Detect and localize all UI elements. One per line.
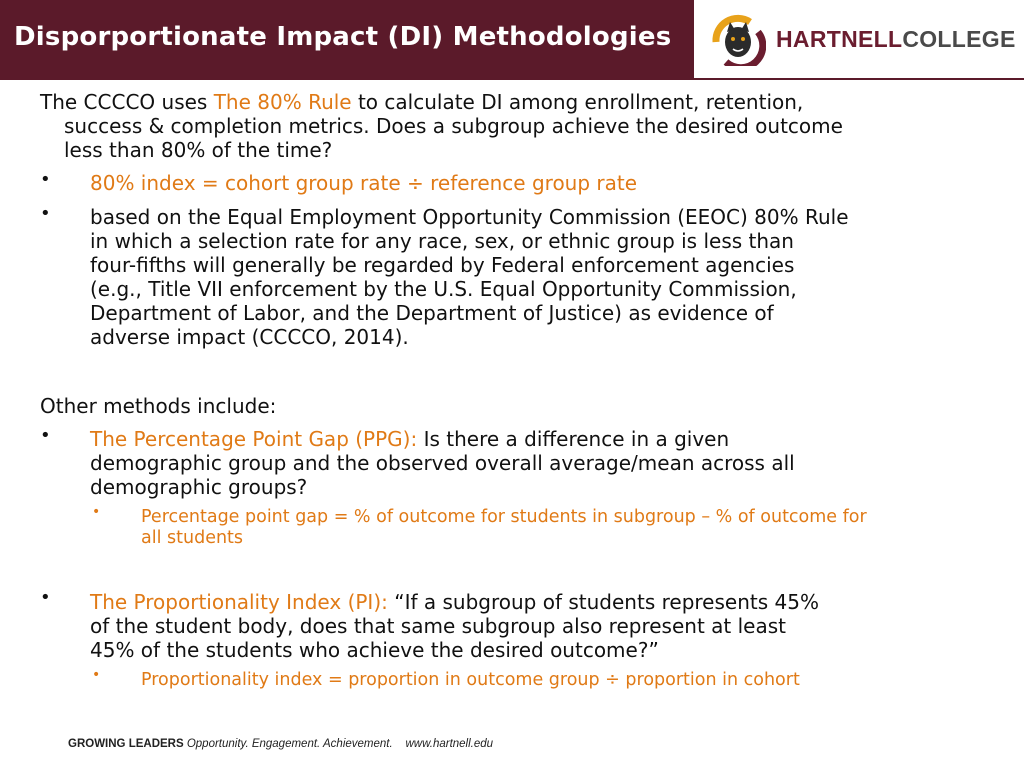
pi-line-3: 45% of the students who achieve the desired outcome?” <box>90 638 659 662</box>
eeoc-line: Department of Labor, and the Department of Justice) as evidence of <box>90 301 774 325</box>
eeoc-line: adverse impact (CCCCO, 2014). <box>90 325 409 349</box>
intro-line-1 <box>40 90 803 114</box>
intro-suffix: to calculate DI among enrollment, retention, <box>351 90 804 114</box>
ppg-formula-line-1: Percentage point gap = % of outcome for students in subgroup – % of outcome for <box>141 507 867 527</box>
bullet-dot: • <box>40 587 51 608</box>
footer-tagline: Opportunity. Engagement. Achievement. <box>186 738 393 750</box>
panther-mascot-icon <box>710 12 766 66</box>
sub-bullet-dot: • <box>92 504 101 520</box>
footer <box>68 738 493 750</box>
ppg-line-2: demographic group and the observed overall average/mean across all <box>90 451 795 475</box>
logo-text-bold: HARTNELL <box>776 26 903 52</box>
pi-text: “If a subgroup of students represents 45% <box>387 590 819 614</box>
eeoc-line: based on the Equal Employment Opportunity Commission (EEOC) 80% Rule <box>90 205 849 229</box>
ppg-line-3: demographic groups? <box>90 475 308 499</box>
pi-line-1 <box>90 590 819 614</box>
bullet-dot: • <box>40 425 51 446</box>
pi-label: The Proportionality Index (PI): <box>90 590 388 614</box>
footer-bold: GROWING LEADERS <box>68 738 184 750</box>
intro-highlight: The 80% Rule <box>213 90 352 114</box>
header-bar <box>0 0 1024 80</box>
sub-bullet-dot: • <box>92 667 101 683</box>
ppg-line-1 <box>90 427 729 451</box>
intro-line-2: success & completion metrics. Does a subgroup achieve the desired outcome <box>64 114 843 138</box>
pi-formula: Proportionality index = proportion in outcome group ÷ proportion in cohort <box>141 670 800 690</box>
intro-prefix: The CCCCO uses <box>40 90 214 114</box>
other-methods-heading: Other methods include: <box>40 394 277 418</box>
pi-line-2: of the student body, does that same subgroup also represent at least <box>90 614 786 638</box>
bullet-dot: • <box>40 203 51 224</box>
footer-url: www.hartnell.edu <box>405 738 494 750</box>
formula-80-index: 80% index = cohort group rate ÷ reference group rate <box>90 171 638 195</box>
logo-text-rest: COLLEGE <box>902 26 1016 52</box>
bullet-dot: • <box>40 169 51 190</box>
slide-title: Disporportionate Impact (DI) Methodologies <box>14 22 672 52</box>
intro-line-3: less than 80% of the time? <box>64 138 333 162</box>
eeoc-line: (e.g., Title VII enforcement by the U.S. Equal Opportunity Commission, <box>90 277 797 301</box>
eeoc-line: in which a selection rate for any race, sex, or ethnic group is less than <box>90 229 794 253</box>
ppg-text: Is there a difference in a given <box>417 427 730 451</box>
college-logo <box>694 0 1024 78</box>
logo-wordmark <box>776 26 1016 53</box>
ppg-formula-line-2: all students <box>141 528 244 548</box>
ppg-label: The Percentage Point Gap (PPG): <box>90 427 418 451</box>
eeoc-line: four-fifths will generally be regarded by Federal enforcement agencies <box>90 253 795 277</box>
